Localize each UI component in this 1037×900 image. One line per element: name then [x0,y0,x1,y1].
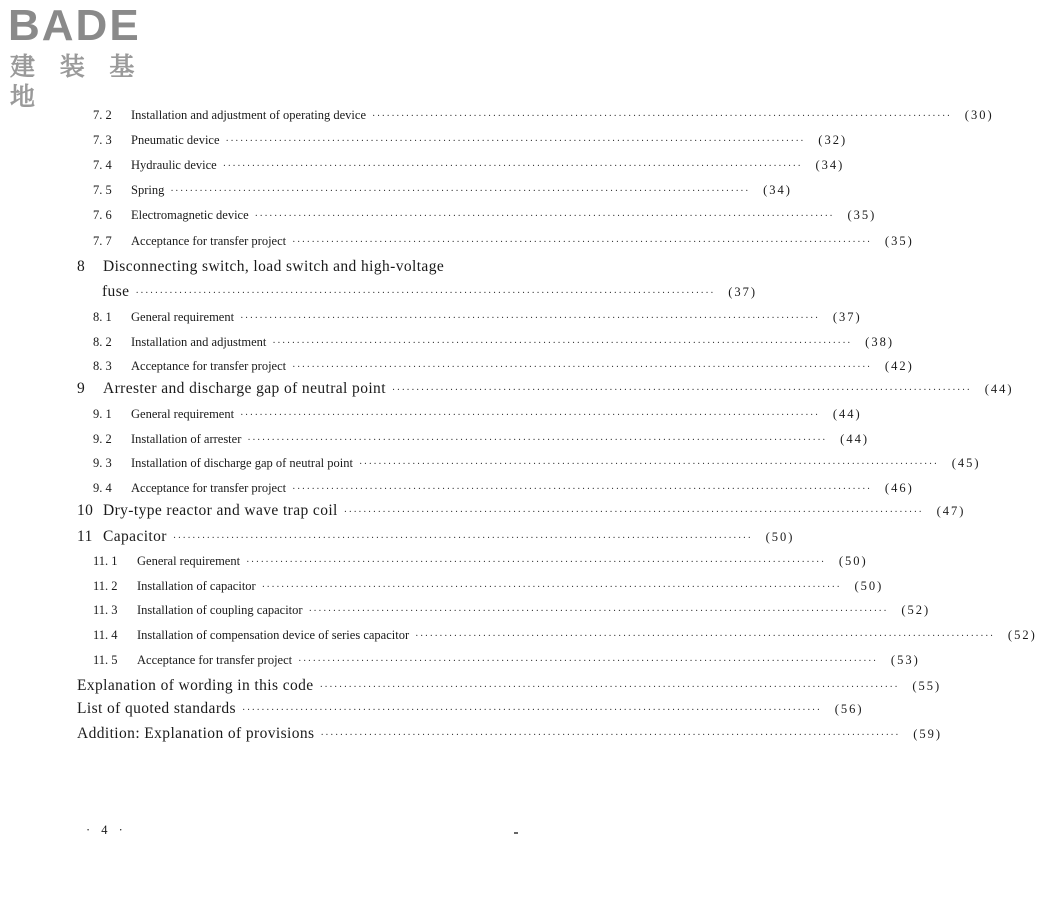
toc-entry [93,335,894,350]
toc-entry-number: 7. 4 [93,158,112,172]
toc-entry-title: Pneumatic device [131,133,220,147]
toc-entry-title: Installation of arrester [131,432,242,446]
toc-entry-title: Addition: Explanation of provisions [77,725,315,742]
toc-entry [93,234,914,249]
toc-entry [93,603,931,618]
toc-entry-number: 8 [77,258,86,275]
toc-entry-number: 8. 1 [93,310,112,324]
toc-entry [93,310,862,325]
logo-text-en: BADE [8,1,141,50]
toc-entry-title: General requirement [131,407,235,421]
dot-leader: ························································································································ [391,385,972,396]
toc-entry-number: 11 [77,528,93,545]
toc-entry-page: (47) [936,504,966,518]
toc-entry [77,380,1014,398]
toc-entry [93,456,981,471]
toc-entry-number: 7. 7 [93,234,112,248]
toc-entry-title: Capacitor [103,528,167,545]
toc-entry-page: (44) [840,432,869,446]
toc-entry [77,528,795,546]
dot-leader: ························································································································ [241,705,822,716]
dot-leader: ························································································································ [135,288,716,299]
page-number: · 4 · [86,823,127,837]
toc-entry [93,183,792,198]
toc-entry-number: 9. 2 [93,432,112,446]
dot-leader: ························································································································ [240,410,820,421]
toc-entry-page: (44) [832,407,862,421]
toc-entry-number: 9. 4 [93,481,112,495]
toc-entry-page: (38) [865,335,894,349]
toc-entry [93,628,1037,643]
dot-leader: ························································································································ [240,313,820,324]
toc-entry [77,502,966,520]
toc-entry-title: Hydraulic device [131,158,217,172]
toc-entry-title: Electromagnetic device [131,208,249,222]
toc-entry [77,258,450,276]
toc-entry-page: (55) [912,679,942,693]
dot-leader: ························································································································ [343,507,924,518]
toc-entry-title: General requirement [131,310,235,324]
toc-entry-number: 11. 2 [93,579,118,593]
toc-entry [93,208,877,223]
toc-entry-title: Installation of coupling capacitor [137,603,303,617]
toc-entry-number: 11. 3 [93,603,118,617]
dot-leader: ························································································································ [320,730,901,741]
toc-entry-title: Acceptance for transfer project [137,653,293,667]
toc-entry [77,725,943,743]
dot-leader: ························································································································ [372,111,952,122]
toc-entry-page: (50) [838,554,868,568]
toc-entry-number: 9. 3 [93,456,112,470]
toc-entry-title: Acceptance for transfer project [131,481,287,495]
dot-leader: ························································································································ [415,631,995,642]
toc-entry-number: 7. 2 [93,108,112,122]
toc-entry-page: (50) [854,579,884,593]
dot-leader: ························································································································ [254,211,835,222]
toc-entry-page: (37) [728,285,758,299]
toc-entry-number: 11. 5 [93,653,118,667]
toc-entry-title: Disconnecting switch, load switch and high-voltage [103,258,445,275]
toc-entry-page: (59) [913,727,943,741]
toc-entry [93,579,884,594]
dot-leader: ························································································································ [319,682,900,693]
toc-entry-page: (42) [884,359,914,373]
toc-entry [93,133,848,148]
toc-entry-page: (45) [951,456,981,470]
toc-entry-page: (52) [1007,628,1037,642]
toc-entry-number: 11. 4 [93,628,118,642]
dot-leader: ························································································································ [225,136,806,147]
dot-leader: ························································································································ [292,362,872,373]
toc-entry [93,554,868,569]
toc-entry [93,432,869,447]
toc-entry-page: (46) [884,481,914,495]
toc-entry-number: 7. 3 [93,133,112,147]
toc-entry-page: (52) [901,603,931,617]
toc-entry-page: (50) [765,530,795,544]
toc-entry [77,677,942,695]
toc-entry [93,158,845,173]
toc-entry-title: Dry-type reactor and wave trap coil [103,502,338,519]
toc-entry-page: (34) [763,183,792,197]
toc-entry-title: Installation and adjustment [131,335,267,349]
toc-entry-number: 7. 6 [93,208,112,222]
toc-entry-number: 11. 1 [93,554,118,568]
toc-entry-continuation [102,283,758,301]
dot-leader: ························································································································ [272,338,852,349]
toc-entry-page: (56) [834,702,864,716]
toc-entry-page: (44) [984,382,1014,396]
toc-entry-title: Installation of discharge gap of neutral point [131,456,353,470]
toc-entry-number: 10 [77,502,94,519]
toc-entry-title: Installation of compensation device of series capacitor [137,628,410,642]
toc-entry-title: Installation of capacitor [137,579,256,593]
dot-leader: ························································································································ [222,161,803,172]
dot-leader: ························································································································ [261,582,842,593]
toc-entry-title: General requirement [137,554,241,568]
toc-entry-page: (53) [890,653,920,667]
toc-entry-page: (30) [964,108,994,122]
toc-entry-page: (37) [832,310,862,324]
toc-entry-page: (35) [884,234,914,248]
toc-entry [93,359,914,374]
toc-entry [93,481,914,496]
dot-leader: ························································································································ [358,459,939,470]
toc-entry [93,407,862,422]
dot-leader: ························································································································ [172,533,753,544]
dot-leader: ························································································································ [247,435,827,446]
logo-text-cn: 建 装 基 地 [10,52,143,111]
dot-leader: ························································································································ [246,557,826,568]
toc-entry [77,700,864,718]
toc-entry-number: 9 [77,380,86,397]
toc-entry-title: Explanation of wording in this code [77,677,314,694]
dot-leader: ························································································································ [292,237,872,248]
toc-entry-title: Spring [131,183,165,197]
toc-entry-number: 8. 2 [93,335,112,349]
toc-entry-page: (35) [847,208,877,222]
dot-leader: ························································································································ [170,186,750,197]
toc-entry-title: Arrester and discharge gap of neutral point [103,380,386,397]
toc-entry-page: (34) [815,158,845,172]
dot-leader: ························································································································ [292,484,872,495]
dot-leader: ························································································································ [308,606,889,617]
scan-speck [514,832,518,834]
toc-entry-number: 8. 3 [93,359,112,373]
toc-entry [93,108,994,123]
dot-leader: ························································································································ [298,656,878,667]
toc-entry-title: Installation and adjustment of operating device [131,108,366,122]
toc-entry-title: Acceptance for transfer project [131,359,287,373]
toc-entry-number: 7. 5 [93,183,112,197]
toc-entry [93,653,920,668]
toc-entry-page: (32) [818,133,848,147]
toc-entry-title-continued: fuse [102,283,130,300]
toc-entry-number: 9. 1 [93,407,112,421]
toc-entry-title: List of quoted standards [77,700,236,717]
toc-entry-title: Acceptance for transfer project [131,234,287,248]
